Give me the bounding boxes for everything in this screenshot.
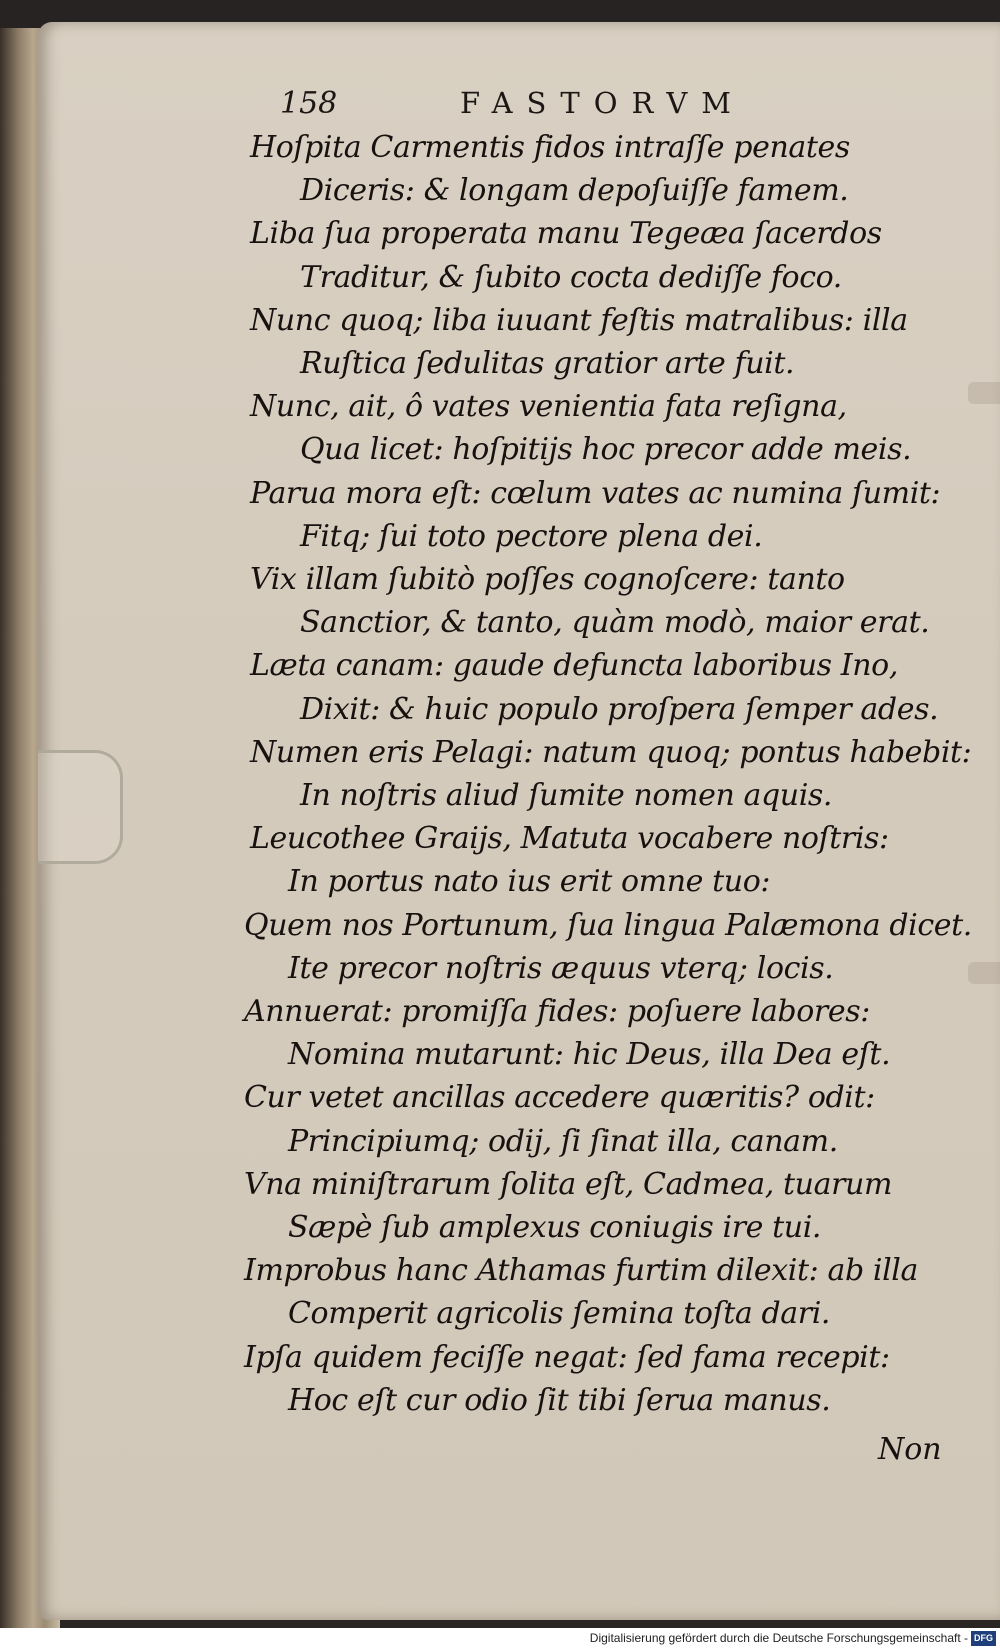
- hexameter-line: Improbus hanc Athamas furtim dilexit: ab illa: [244, 1253, 918, 1288]
- page-clip: [38, 750, 123, 864]
- pentameter-line: Diceris: & longam depoſuiſſe famem.: [300, 173, 849, 208]
- page-header: [280, 82, 800, 126]
- pentameter-line: Qua licet: hoſpitijs hoc precor adde meis.: [300, 432, 912, 467]
- pentameter-line: Dixit: & huic populo proſpera ſemper ades.: [300, 692, 939, 727]
- pentameter-line: Sæpè ſub amplexus coniugis ire tui.: [288, 1210, 822, 1245]
- hexameter-line: Ipſa quidem feciſſe negat: ſed fama recepit:: [244, 1340, 890, 1375]
- pentameter-line: In noſtris aliud ſumite nomen aquis.: [300, 778, 833, 813]
- footer-bar: [0, 1628, 1000, 1650]
- pentameter-line: Principiumq; odij, ſi ſinat illa, canam.: [288, 1124, 838, 1159]
- pentameter-line: Traditur, & ſubito cocta dediſſe foco.: [300, 260, 842, 295]
- hexameter-line: Annuerat: promiſſa fides: poſuere labores:: [244, 994, 870, 1029]
- show-through-mark: [968, 962, 1000, 984]
- pentameter-line: Ite precor noſtris æquus vterq; locis.: [288, 951, 834, 986]
- pentameter-line: Sanctior, & tanto, quàm modò, maior erat.: [300, 605, 930, 640]
- hexameter-line: Parua mora eſt: cœlum vates ac numina ſumit:: [250, 476, 941, 511]
- funding-notice: Digitalisierung gefördert durch die Deutsche Forschungsgemeinschaft -: [589, 1631, 968, 1645]
- pentameter-line: Fitq; ſui toto pectore plena dei.: [300, 519, 763, 554]
- hexameter-line: Vna miniſtrarum ſolita eſt, Cadmea, tuarum: [244, 1167, 892, 1202]
- hexameter-line: Liba ſua properata manu Tegeæa ſacerdos: [250, 216, 882, 251]
- dfg-logo: DFG: [971, 1631, 996, 1646]
- hexameter-line: Vix illam ſubitò poſſes cognoſcere: tanto: [250, 562, 845, 597]
- hexameter-line: Leucothee Graijs, Matuta vocabere noſtris:: [250, 821, 889, 856]
- pentameter-line: Ruſtica ſedulitas gratior arte fuit.: [300, 346, 795, 381]
- pentameter-line: In portus nato ius erit omne tuo:: [288, 864, 771, 899]
- catchword: Non: [878, 1432, 942, 1467]
- show-through-mark: [968, 382, 1000, 404]
- page-number: 158: [280, 86, 338, 121]
- pentameter-line: Hoc eſt cur odio ſit tibi ſerua manus.: [288, 1383, 831, 1418]
- hexameter-line: Nunc quoq; liba iuuant feſtis matralibus: illa: [250, 303, 908, 338]
- hexameter-line: Quem nos Portunum, ſua lingua Palæmona dicet.: [244, 908, 972, 943]
- hexameter-line: Læta canam: gaude defuncta laboribus Ino,: [250, 648, 898, 683]
- hexameter-line: Numen eris Pelagi: natum quoq; pontus habebit:: [250, 735, 972, 770]
- hexameter-line: Nunc, ait, ô vates venientia fata reſigna,: [250, 389, 847, 424]
- hexameter-line: Hoſpita Carmentis fidos intraſſe penates: [250, 130, 850, 165]
- running-title: FASTORVM: [460, 86, 745, 120]
- pentameter-line: Comperit agricolis ſemina toſta dari.: [288, 1296, 831, 1331]
- pentameter-line: Nomina mutarunt: hic Deus, illa Dea eſt.: [288, 1037, 891, 1072]
- hexameter-line: Cur vetet ancillas accedere quæritis? odit:: [244, 1080, 875, 1115]
